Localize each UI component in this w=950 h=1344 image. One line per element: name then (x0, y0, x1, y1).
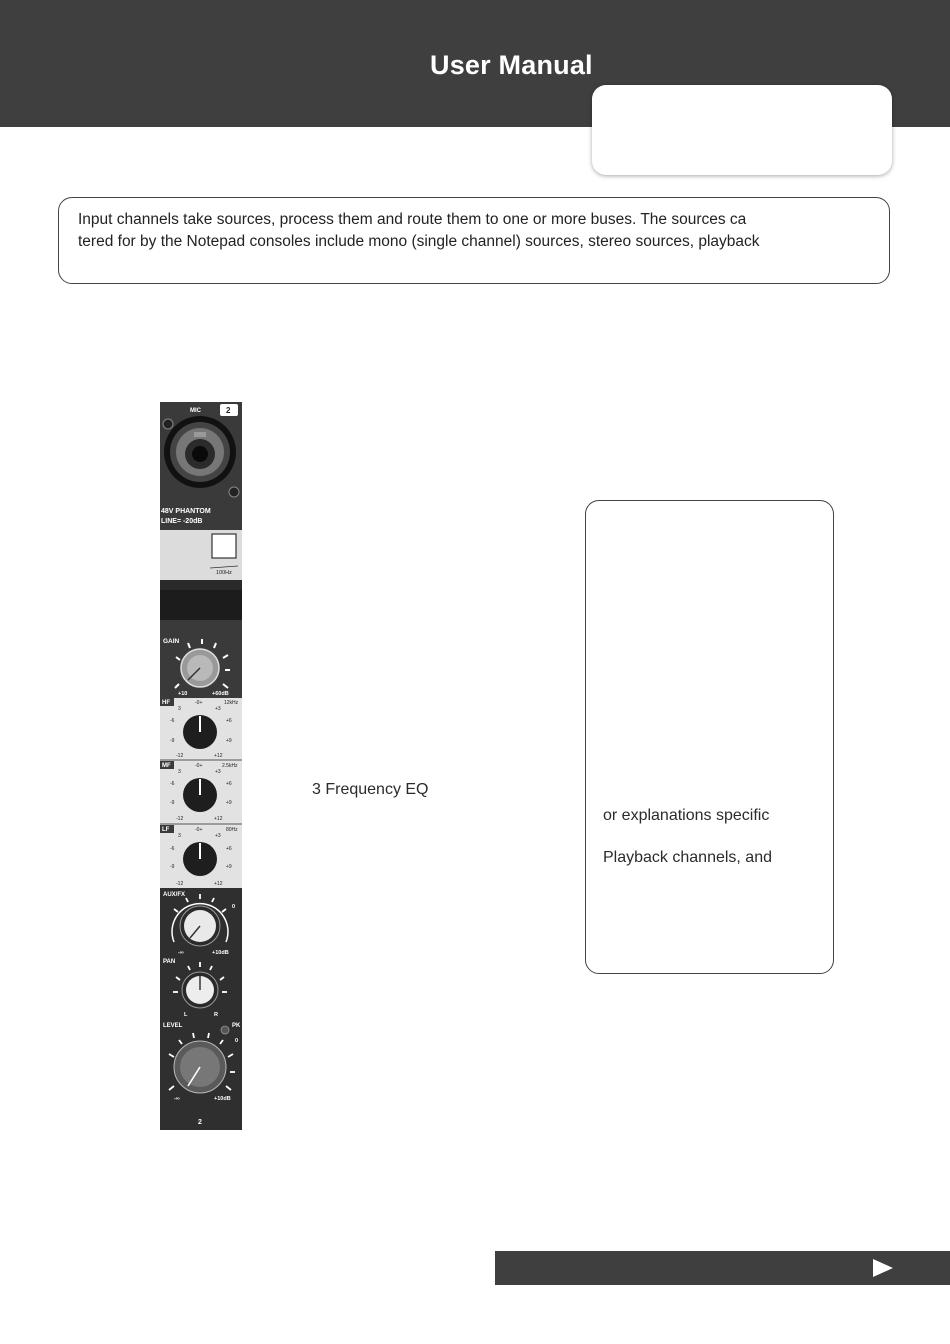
lf-center-label: -0+ (195, 827, 203, 833)
level-max-label: +10dB (214, 1096, 231, 1102)
pk-label: PK (232, 1023, 241, 1029)
level-label: LEVEL (163, 1023, 183, 1029)
header-tab-box (592, 85, 892, 175)
hf-minus3-label: 3 (178, 706, 181, 712)
mf-label: MF (162, 763, 171, 769)
lf-minus12-label: -12 (176, 881, 184, 887)
lf-minus3-label: 3 (178, 833, 181, 839)
side-info-line-2: Playback channels, and (603, 849, 772, 866)
channel-strip-image (160, 402, 242, 1130)
aux-max-label: +10dB (212, 950, 229, 956)
aux-zero-label: 0 (232, 904, 236, 910)
page-title: User Manual (430, 50, 593, 80)
mf-center-label: -0+ (195, 763, 203, 769)
mf-plus3-label: +3 (215, 769, 221, 775)
gain-label: GAIN (163, 638, 180, 645)
mf-plus12-label: +12 (214, 816, 223, 822)
mf-freq-label: 2.5kHz (222, 763, 238, 769)
channel-number: 2 (226, 406, 231, 415)
intro-box (58, 197, 890, 284)
level-min-label: -∞ (174, 1096, 180, 1102)
play-triangle-icon[interactable] (872, 1258, 894, 1278)
hf-plus9-label: +9 (226, 738, 232, 744)
lf-plus12-label: +12 (214, 881, 223, 887)
lf-minus9-label: -9 (170, 864, 175, 870)
mf-plus9-label: +9 (226, 800, 232, 806)
mf-minus6-label: -6 (170, 781, 175, 787)
lf-plus6-label: +6 (226, 846, 232, 852)
hf-minus9-label: -9 (170, 738, 175, 744)
mf-minus3-label: 3 (178, 769, 181, 775)
side-info-box (585, 500, 834, 974)
lf-minus6-label: -6 (170, 846, 175, 852)
hf-center-label: -0+ (195, 700, 203, 706)
pan-left-label: L (184, 1012, 188, 1018)
line-label: LINE= -20dB (161, 518, 203, 525)
hf-minus6-label: -6 (170, 718, 175, 724)
phantom-label: 48V PHANTOM (161, 508, 211, 515)
gain-max-label: +60dB (212, 691, 229, 697)
lf-plus3-label: +3 (215, 833, 221, 839)
bottom-channel-number: 2 (198, 1119, 202, 1126)
aux-min-label: -∞ (178, 950, 184, 956)
hf-plus6-label: +6 (226, 718, 232, 724)
hf-plus3-label: +3 (215, 706, 221, 712)
pan-label: PAN (163, 959, 176, 965)
mf-plus6-label: +6 (226, 781, 232, 787)
mic-label: MIC (190, 408, 201, 414)
mf-minus12-label: -12 (176, 816, 184, 822)
aux-label: AUX/FX (163, 892, 186, 898)
hpf-label: 100Hz (216, 570, 232, 576)
lf-freq-label: 80Hz (226, 827, 238, 833)
side-info-line-1: or explanations specific (603, 807, 770, 824)
hf-minus12-label: -12 (176, 753, 184, 759)
gain-min-label: +10 (178, 691, 188, 697)
hf-label: HF (162, 700, 170, 706)
intro-line-2: tered for by the Notepad consoles include mono (single channel) sources, stereo sources, playback (78, 232, 760, 250)
level-zero-label: 0 (235, 1038, 239, 1044)
lf-plus9-label: +9 (226, 864, 232, 870)
hf-plus12-label: +12 (214, 753, 223, 759)
pan-right-label: R (214, 1012, 218, 1018)
intro-line-1: Input channels take sources, process them and route them to one or more buses. The sources ca (78, 211, 747, 228)
hf-freq-label: 12kHz (224, 700, 239, 706)
lf-label: LF (162, 827, 170, 833)
eq-caption: 3 Frequency EQ (312, 781, 429, 798)
intro-paragraph (78, 209, 878, 255)
mf-minus9-label: -9 (170, 800, 175, 806)
